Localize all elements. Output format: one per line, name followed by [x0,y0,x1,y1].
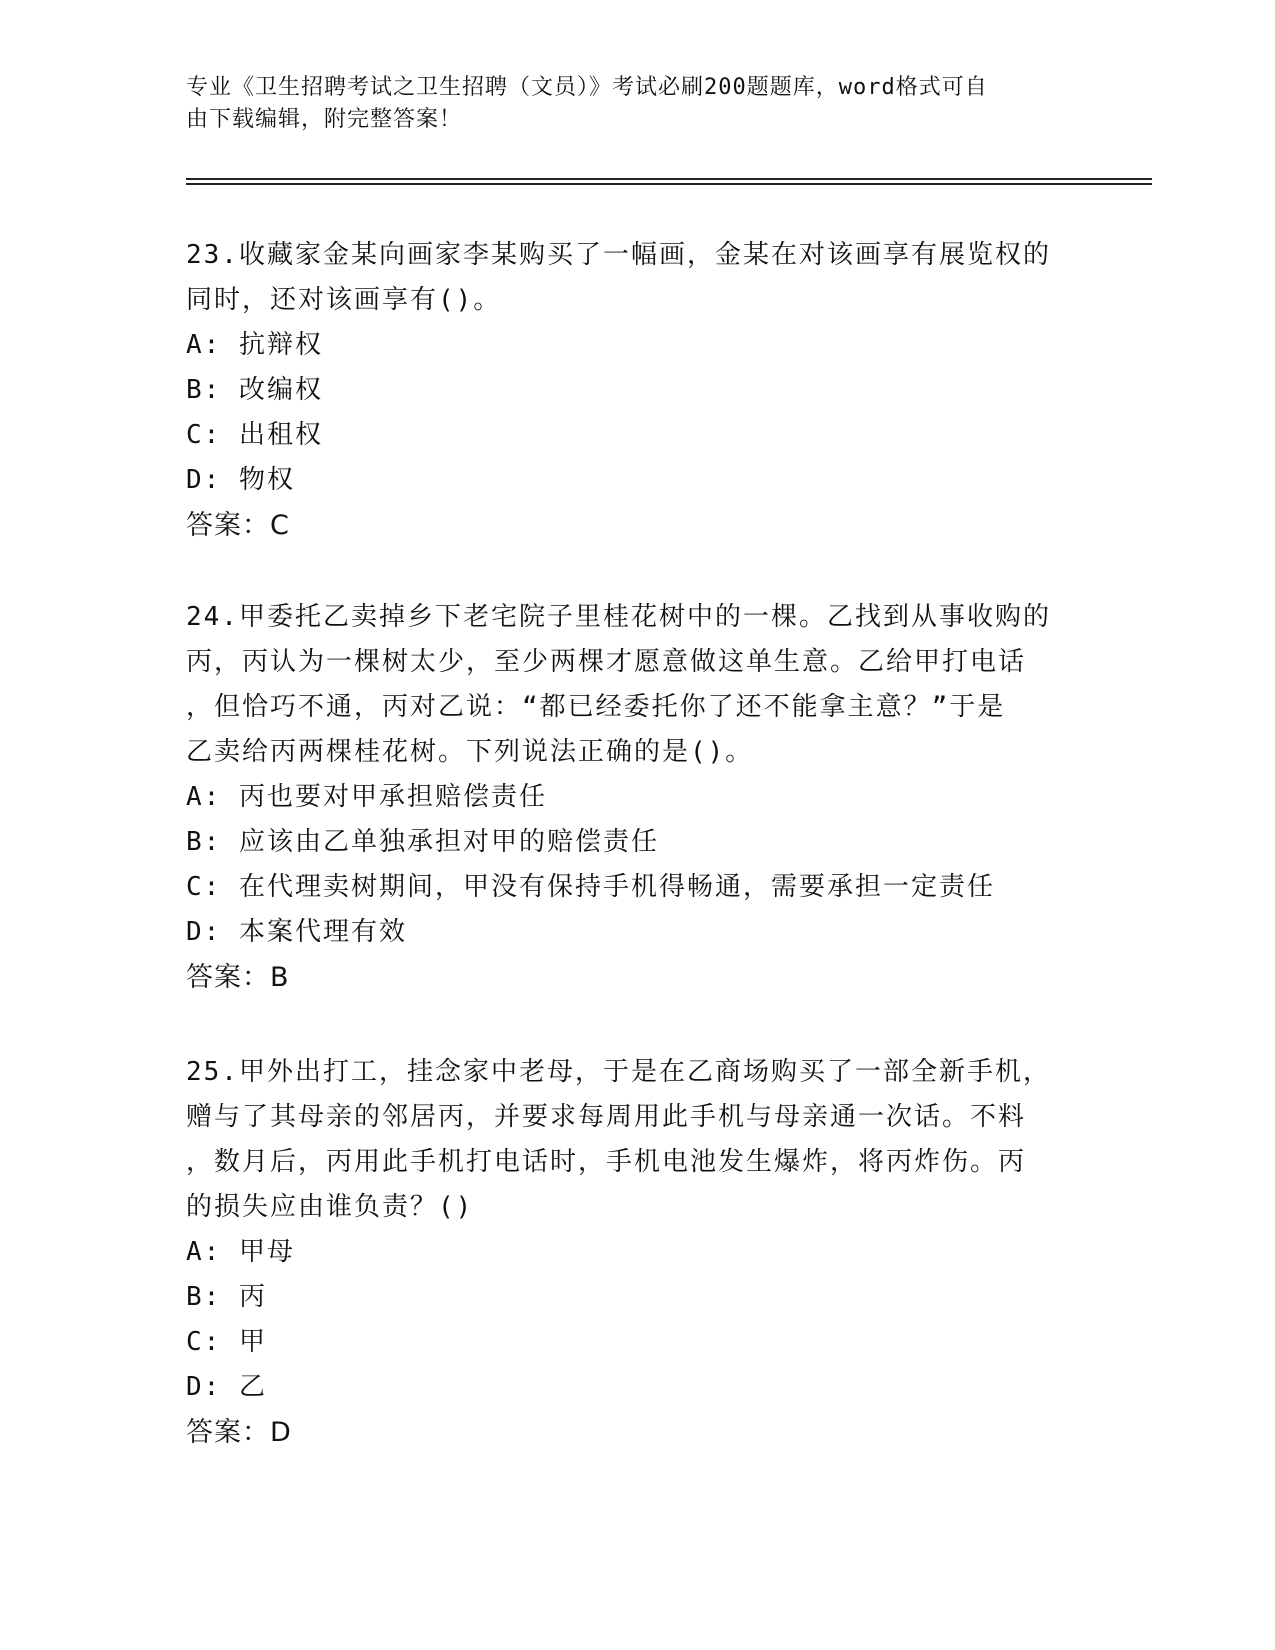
answer: 答案：B [186,962,290,993]
option-a: A: 丙也要对甲承担赔偿责任 [186,782,547,812]
option-d: D: 本案代理有效 [186,917,407,947]
question-23 [186,233,1086,548]
question-24 [186,595,1086,1000]
answer: 答案：D [186,1417,292,1448]
option-d: D: 物权 [186,465,295,495]
question-25 [186,1050,1086,1455]
option-b: B: 改编权 [186,375,323,405]
document-header: 专业《卫生招聘考试之卫生招聘（文员）》考试必刷200题题库，word格式可自 由下载编辑，附完整答案！ [186,75,988,132]
option-a: A: 甲母 [186,1237,295,1267]
option-b: B: 丙 [186,1282,267,1312]
option-a: A: 抗辩权 [186,330,323,360]
question-text: 25.甲外出打工，挂念家中老母，于是在乙商场购买了一部全新手机， 赠与了其母亲的邻居丙，并要求每周用此手机与母亲通一次话。不料 ，数月后，丙用此手机打电话时，手机电池发生爆炸，将丙炸伤。丙 的损失应由谁负责？() [186,1057,1051,1222]
question-text: 23.收藏家金某向画家李某购买了一幅画，金某在对该画享有展览权的 同时，还对该画享有()。 [186,240,1051,315]
option-c: C: 甲 [186,1327,267,1357]
answer: 答案：C [186,510,290,541]
header-divider-bottom [186,183,1152,185]
option-b: B: 应该由乙单独承担对甲的赔偿责任 [186,827,659,857]
question-text: 24.甲委托乙卖掉乡下老宅院子里桂花树中的一棵。乙找到从事收购的 丙，丙认为一棵树太少，至少两棵才愿意做这单生意。乙给甲打电话 ，但恰巧不通，丙对乙说：“都已经委托你了还不能拿主意？”于是 乙卖给丙两棵桂花树。下列说法正确的是()。 [186,602,1051,767]
header-divider-top [186,178,1152,180]
option-c: C: 出租权 [186,420,323,450]
option-d: D: 乙 [186,1372,267,1402]
option-c: C: 在代理卖树期间，甲没有保持手机得畅通，需要承担一定责任 [186,872,995,902]
